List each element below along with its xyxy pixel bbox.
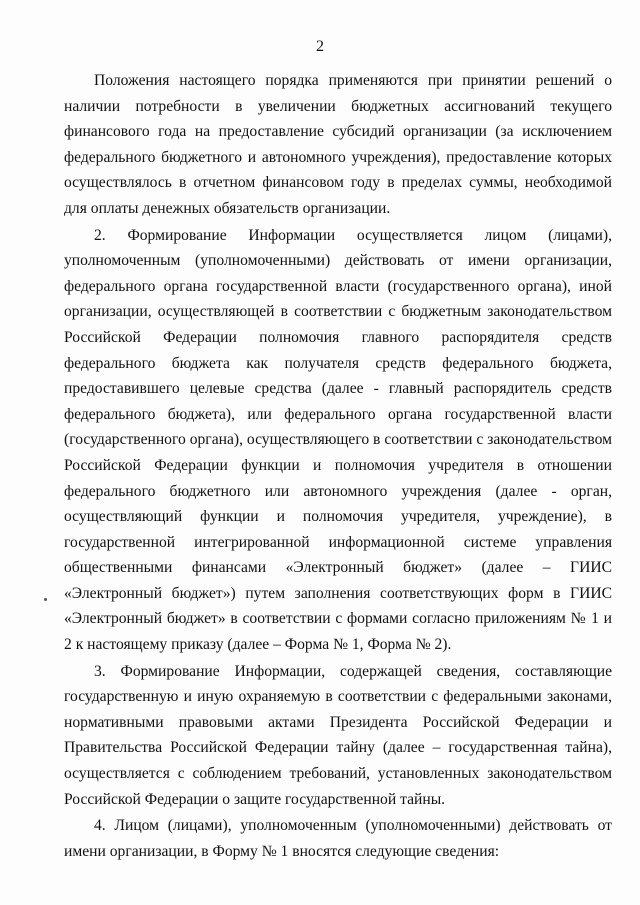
document-body — [64, 68, 612, 865]
paragraph-3: 3. Формирование Информации, содержащей сведения, составляющие государственную и иную охраняемую в соответствии с федеральными законами, нормативными правовыми актами Президента Российской Федерации и Правительства Российской Федерации тайну (далее – государственная тайна), осуществляется с соблюдением требований, установленных законодательством Российской Федерации о защите государственной тайны. — [64, 662, 612, 808]
paragraph-intro: Положения настоящего порядка применяются при принятии решений о наличии потребности в увеличении бюджетных ассигнований текущего финансового года на предоставление субсидий организации (за исключением федерального бюджетного и автономного учреждения), предоставление которых осуществлялось в отчетном финансовом году в пределах суммы, необходимой для оплаты денежных обязательств организации. — [64, 72, 612, 217]
scan-speck — [44, 598, 47, 601]
paragraph-4: 4. Лицом (лицами), уполномоченным (уполномоченными) действовать от имени организации, в Форму № 1 вносятся следующие сведения: — [64, 817, 612, 860]
page-number: 2 — [316, 38, 324, 55]
paragraph-2: 2. Формирование Информации осуществляется лицом (лицами), уполномоченным (уполномоченными) действовать от имени организации, федерального органа государственной власти (государственного органа), иной организации, осуществляющей в соответствии с бюджетным законодательством Российской Федерации полномочия главного распорядителя средств федерального бюджета как получателя средств федерального бюджета, предоставившего целевые средства (далее - главный распорядитель средств федерального бюджета), или федерального органа государственной власти (государственного органа), осуществляющего в соответствии с законодательством Российской Федерации функции и полномочия учредителя в отношении федерального бюджетного или автономного учреждения (далее - орган, осуществляющий функции и полномочия учредителя, учреждение), в государственной интегрированной информационной системе управления общественными финансами «Электронный бюджет» (далее – ГИИС «Электронный бюджет») путем заполнения соответствующих форм в ГИИС «Электронный бюджет» в соответствии с формами согласно приложениям № 1 и 2 к настоящему приказу (далее – Форма № 1, Форма № 2). — [64, 226, 612, 654]
